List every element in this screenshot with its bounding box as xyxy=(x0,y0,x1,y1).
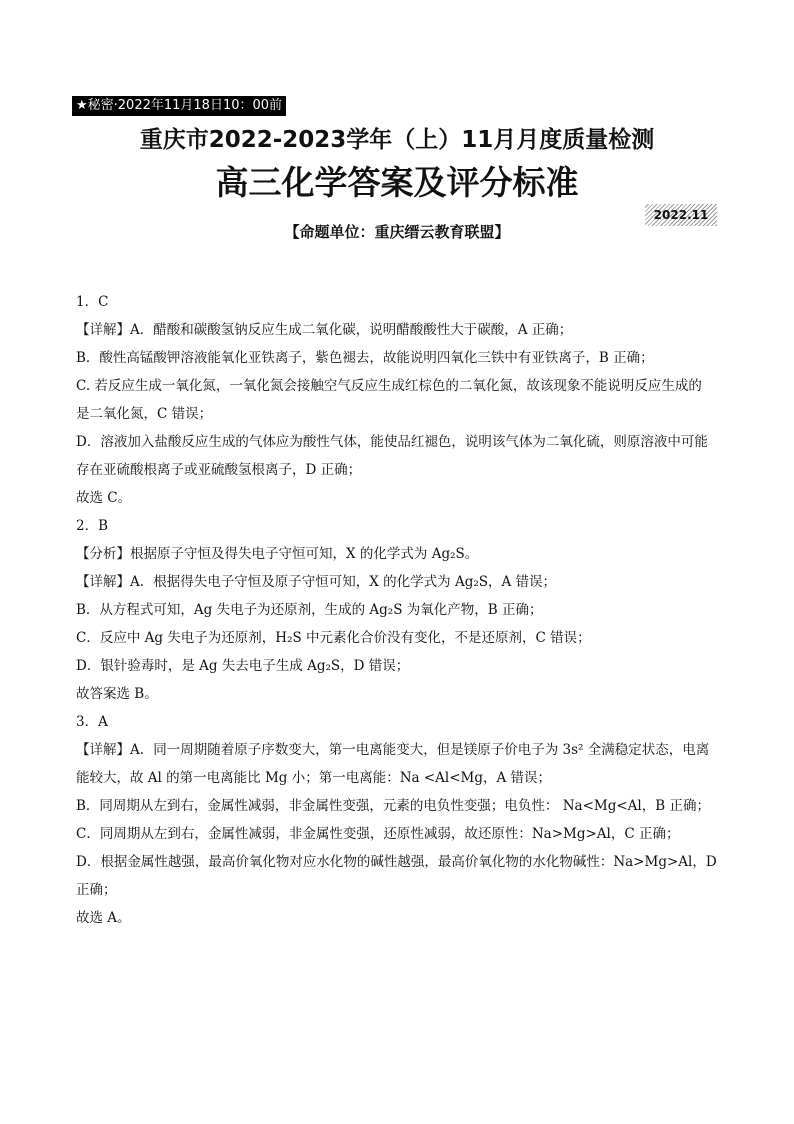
answer-line: 存在亚硫酸根离子或亚硫酸氢根离子，D 正确； xyxy=(76,462,362,478)
exam-title: 重庆市2022-2023学年（上）11月月度质量检测 xyxy=(139,127,655,153)
answer-line: 正确； xyxy=(76,882,117,898)
answer-line: C．反应中 Ag 失电子为还原剂，H₂S 中元素化合价没有变化，不是还原剂，C 错误； xyxy=(76,630,591,646)
answer-line: 故选 A。 xyxy=(76,910,131,926)
confidential-notice: ★秘密·2022年11月18日10：00前 xyxy=(72,96,286,116)
answer-line: D．溶液加入盐酸反应生成的气体应为酸性气体，能使品红褪色，说明该气体为二氧化硫，则原溶液中可能 xyxy=(76,434,708,450)
answer-line: B．从方程式可知，Ag 失电子为还原剂，生成的 Ag₂S 为氧化产物，B 正确； xyxy=(76,602,543,618)
answer-line: 3．A xyxy=(76,714,108,730)
answer-body xyxy=(76,288,722,932)
answer-line: 【详解】A．同一周期随着原子序数变大，第一电离能变大，但是镁原子价电子为 3s² 全满稳定状态，电离 xyxy=(76,742,710,758)
answer-line: B．同周期从左到右，金属性减弱，非金属性变强，元素的电负性变强；电负性： Na<Mg<Al，B 正确； xyxy=(76,798,710,814)
document-title: 高三化学答案及评分标准 xyxy=(215,163,579,202)
answer-line: 故答案选 B。 xyxy=(76,686,158,702)
answer-line: 故选 C。 xyxy=(76,490,132,506)
answer-line: 【详解】A．醋酸和碳酸氢钠反应生成二氧化碳，说明醋酸酸性大于碳酸，A 正确； xyxy=(76,322,573,338)
answer-line: 1．C xyxy=(76,294,109,310)
answer-line: D．根据金属性越强，最高价氧化物对应水化物的碱性越强，最高价氧化物的水化物碱性：Na>Mg>Al，D xyxy=(76,854,717,870)
answer-line: B．酸性高锰酸钾溶液能氧化亚铁离子，紫色褪去，故能说明四氧化三铁中有亚铁离子，B 正确； xyxy=(76,350,654,366)
answer-line: C．同周期从左到右，金属性减弱，非金属性变强，还原性减弱，故还原性：Na>Mg>Al，C 正确； xyxy=(76,826,680,842)
answer-line: 【详解】A．根据得失电子守恒及原子守恒可知，X 的化学式为 Ag₂S，A 错误； xyxy=(76,574,557,590)
author-unit: 【命题单位：重庆缙云教育联盟】 xyxy=(284,223,510,241)
answer-line: 2．B xyxy=(76,518,109,534)
answer-line: D．银针验毒时，是 Ag 失去电子生成 Ag₂S，D 错误； xyxy=(76,658,410,674)
answer-line: C. 若反应生成一氧化氮，一氧化氮会接触空气反应生成红棕色的二氧化氮，故该现象不能说明反应生成的 xyxy=(76,378,702,394)
answer-line: 是二氧化氮，C 错误； xyxy=(76,406,213,422)
answer-line: 能较大，故 Al 的第一电离能比 Mg 小；第一电离能：Na <Al<Mg，A 错误； xyxy=(76,770,552,786)
date-stamp: 2022.11 xyxy=(645,204,717,226)
answer-line: 【分析】根据原子守恒及得失电子守恒可知，X 的化学式为 Ag₂S。 xyxy=(76,546,479,562)
